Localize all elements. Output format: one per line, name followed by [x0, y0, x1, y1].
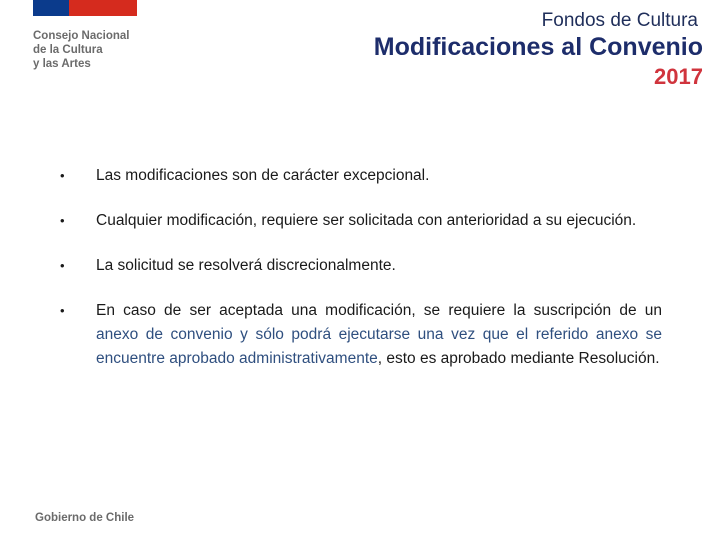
bullet-text: Las modificaciones son de carácter excepcional.	[96, 167, 430, 184]
logo-line-3: y las Artes	[33, 58, 91, 70]
bullet-text-post: , esto es aprobado mediante Resolución.	[377, 350, 660, 367]
bullet-list	[60, 164, 662, 371]
bullet-item	[60, 299, 662, 371]
logo-line-2: de la Cultura	[33, 44, 103, 56]
logo-line-1: Consejo Nacional	[33, 30, 130, 42]
page-title: Modificaciones al Convenio	[373, 33, 703, 61]
header-kicker: Fondos de Cultura	[541, 10, 698, 31]
bullet-item	[60, 254, 662, 278]
bullet-highlight-text: anexo de convenio y sólo podrá ejecutarse una vez que el referido anexo se encuentre aprobado administrativamente	[96, 326, 662, 367]
chile-flag-stripe	[33, 0, 137, 16]
flag-red-segment	[69, 0, 137, 16]
bullet-item	[60, 164, 662, 188]
flag-blue-segment	[33, 0, 69, 16]
bullet-text-pre: En caso de ser aceptada una modificación, se requiere la suscripción de un	[96, 302, 662, 319]
bullet-dot-icon: •	[60, 258, 65, 273]
footer-government: Gobierno de Chile	[35, 512, 135, 524]
bullet-text: La solicitud se resolverá discrecionalmente.	[96, 257, 396, 274]
bullet-dot-icon: •	[60, 168, 65, 183]
bullet-dot-icon: •	[60, 303, 65, 318]
bullet-dot-icon: •	[60, 213, 65, 228]
bullet-item	[60, 209, 662, 233]
bullet-text: Cualquier modificación, requiere ser solicitada con anterioridad a su ejecución.	[96, 212, 637, 229]
header-year: 2017	[654, 64, 703, 89]
institution-logo	[33, 29, 130, 71]
